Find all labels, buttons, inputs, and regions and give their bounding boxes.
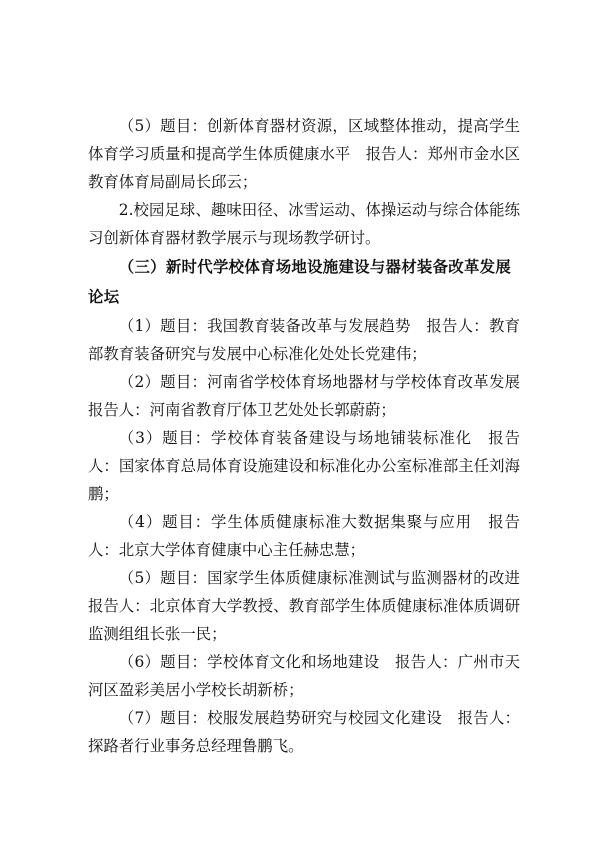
item-c4: （4）题目：学生体质健康标准大数据集聚与应用 报告人：北京大学体育健康中心主任赫忠慧； xyxy=(88,513,520,559)
item-b2: 2.校园足球、趣味田径、冰雪运动、体操运动与综合体能练习创新体育器材教学展示与现场教学研讨。 xyxy=(88,201,520,247)
item-c1: （1）题目：我国教育装备改革与发展趋势 报告人：教育部教育装备研究与发展中心标准化处处长党建伟； xyxy=(88,317,520,363)
item-c6: （6）题目：学校体育文化和场地建设 报告人：广州市天河区盈彩美居小学校长胡新桥； xyxy=(88,653,520,699)
item-c5: （5）题目：国家学生体质健康标准测试与监测器材的改进 报告人：北京体育大学教授、教育部学生体质健康标准体质调研监测组组长张一民； xyxy=(88,569,536,643)
section-heading: （三）新时代学校体育场地设施建设与器材装备改革发展论坛 xyxy=(88,258,512,306)
item-c3: （3）题目：学校体育装备建设与场地铺装标准化 报告人：国家体育总局体育设施建设和标准化办公室标准部主任刘海鹏； xyxy=(88,429,520,503)
item-c7: （7）题目：校服发展趋势研究与校园文化建设 报告人：探路者行业事务总经理鲁鹏飞。 xyxy=(88,709,520,755)
document-body xyxy=(88,112,536,760)
item-c2: （2）题目：河南省学校体育场地器材与学校体育改革发展 报告人：河南省教育厅体卫艺处处长郭蔚蔚； xyxy=(88,373,536,419)
item-b5: （5）题目：创新体育器材资源，区域整体推动，提高学生体育学习质量和提高学生体质健康水平 报告人：郑州市金水区教育体育局副局长邱云； xyxy=(88,117,520,191)
